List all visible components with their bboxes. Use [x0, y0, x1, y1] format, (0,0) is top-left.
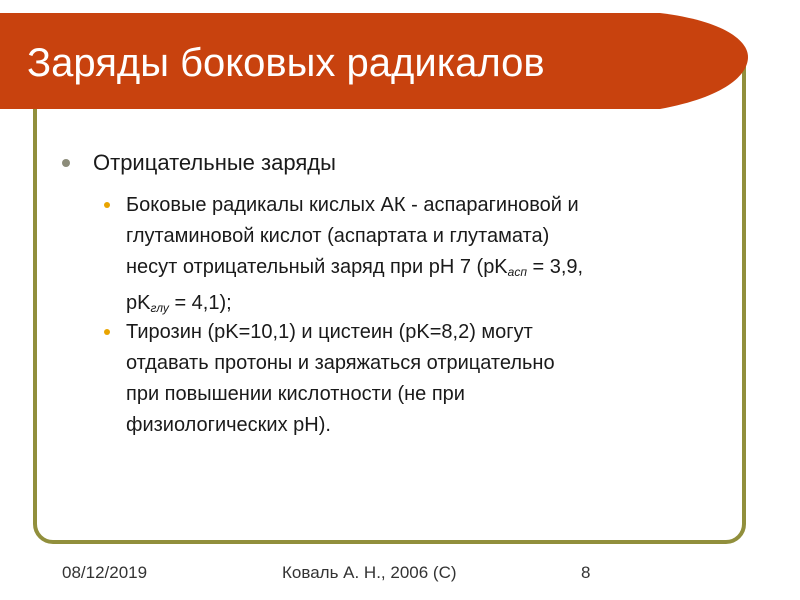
heading-text: Отрицательные заряды: [93, 150, 336, 175]
bullet1-line1: Боковые радикалы кислых АК - аспарагиновой и: [126, 194, 579, 216]
footer-author: Коваль А. Н., 2006 (С): [282, 563, 457, 582]
bullet1-line4-sub: глу: [150, 301, 169, 315]
footer-date: 08/12/2019: [62, 563, 148, 582]
bullet2-line3: при повышении кислотности (не при: [126, 383, 465, 405]
bullet1-line3-pre: несут отрицательный заряд при рН 7 (pK: [126, 256, 508, 278]
bullet1-line4-pre: pK: [126, 292, 151, 314]
bullet2-line4: физиологических рН).: [126, 414, 331, 436]
bullet2-line1: Тирозин (pK=10,1) и цистеин (pK=8,2) могут: [126, 321, 533, 343]
bullet-dot-2: [104, 329, 110, 335]
bullet1-line2: глутаминовой кислот (аспартата и глутамата): [126, 225, 550, 247]
bullet1-line4-post: = 4,1);: [168, 292, 232, 314]
bullet-dot-1: [104, 202, 110, 208]
title-banner: [0, 13, 748, 111]
bullet2-line2: отдавать протоны и заряжаться отрицательно: [126, 352, 555, 374]
heading-bullet: [62, 159, 70, 167]
footer-page-number: 8: [581, 563, 591, 582]
bullet1-line3: [126, 252, 583, 288]
bullet1-line3-post: = 3,9,: [526, 256, 584, 278]
slide-title: Заряды боковых радикалов: [27, 41, 545, 85]
bullet1-line3-sub: асп: [507, 265, 527, 279]
